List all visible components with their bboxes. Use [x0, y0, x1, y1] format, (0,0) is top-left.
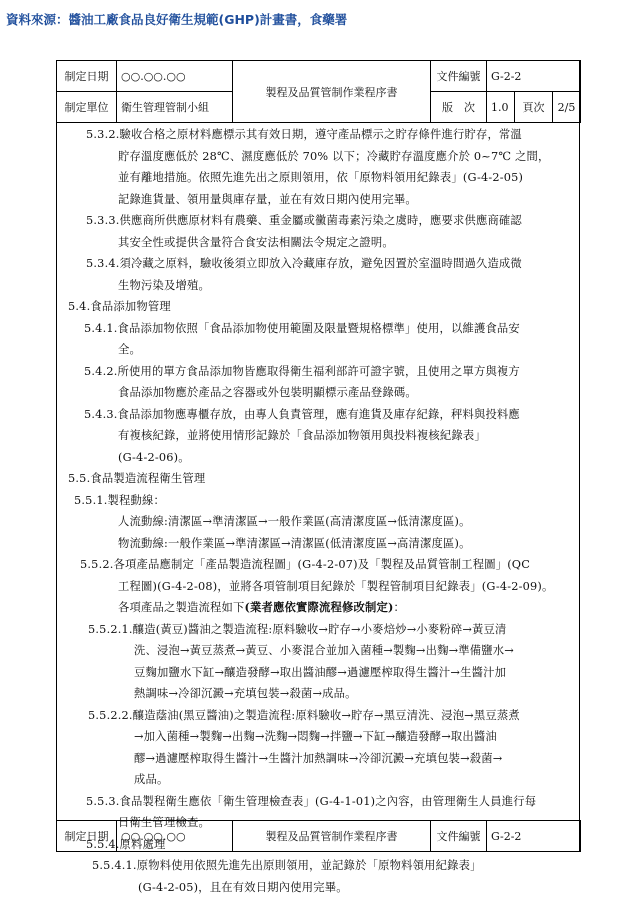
doc-title: 製程及品質管制作業程序書	[233, 61, 431, 123]
version-label: 版 次	[431, 92, 487, 123]
body-line-text: 工程圖)(G-4-2-08)，並將各項管制項目紀錄於「製程管制項目紀錄表」(G-4-2-09)。	[118, 579, 554, 593]
body-line-emphasis: (業者應依實際流程修改制定)	[244, 600, 394, 614]
body-line-text: (G-4-2-06)。	[118, 450, 190, 464]
body-line	[58, 662, 576, 684]
body-line	[58, 210, 576, 232]
body-line	[58, 576, 576, 598]
body-line-text: 記錄進貨量、領用量與庫存量，並在有效日期內使用完畢。	[118, 192, 417, 206]
body-line	[58, 275, 576, 297]
body-line-text: 食品添加物應於產品之容器或外包裝明顯標示產品登錄碼。	[118, 386, 417, 399]
body-line	[58, 855, 576, 877]
body-line	[58, 253, 576, 275]
body-line-text: 5.5.3.食品製程衛生應依「衛生管理檢查表」(G-4-1-01)之內容，由管理衛生人員進行每	[86, 794, 537, 808]
footer-doc-no-value: G-2-2	[487, 821, 581, 852]
body-line	[58, 619, 576, 641]
body-line-text: 5.5.2.2.釀造蔭油(黑豆醬油)之製造流程:原料驗收→貯存→黑豆清洗、浸泡→黑豆蒸煮	[88, 708, 520, 722]
body-line-text: 日衛生管理檢查。	[118, 816, 210, 829]
body-line-text: 各項產品之製造流程如下	[118, 601, 245, 614]
body-line-text: (G-4-2-05)，且在有效日期內使用完畢。	[138, 880, 348, 894]
body-line	[58, 748, 576, 770]
body-line	[58, 533, 576, 555]
body-line	[58, 167, 576, 189]
body-line	[58, 124, 576, 146]
body-line-text: 5.3.2.驗收合格之原材料應標示其有效日期，遵守產品標示之貯存條件進行貯存，常溫	[86, 128, 522, 141]
body-line-text: 5.4.3.食品添加物應專櫃存放，由專人負責管理，應有進貨及庫存紀錄，秤料與投料應	[84, 407, 520, 421]
body-line-text: 5.3.4.須冷藏之原料，驗收後須立即放入冷藏庫存放，避免因置於室溫時間過久造成微	[86, 257, 522, 270]
body-line	[58, 318, 576, 340]
body-line	[58, 447, 576, 469]
body-line-text: 全。	[118, 343, 141, 356]
body-line-text: 貯存溫度應低於 28℃、濕度應低於 70% 以下；冷藏貯存溫度應介於 0~7℃ 之間，	[118, 149, 550, 163]
body-line	[58, 490, 576, 512]
body-line-text: 5.5.食品製造流程衛生管理	[68, 472, 206, 485]
body-line	[58, 468, 576, 490]
date-label: 制定日期	[57, 61, 117, 92]
source-caption: 資料來源：醬油工廠食品良好衛生規範(GHP)計畫書，食藥署	[6, 12, 348, 27]
body-line-text: 成品。	[134, 773, 169, 786]
page-value: 2/5	[553, 92, 581, 123]
footer-doc-title: 製程及品質管制作業程序書	[233, 821, 431, 852]
body-line-text: 5.5.4.1.原物料使用依照先進先出原則領用，並記錄於「原物料領用紀錄表」	[92, 859, 482, 872]
body-line	[58, 726, 576, 748]
footer-date-label: 制定日期	[57, 821, 117, 852]
body-line-text: 物流動線:一般作業區→準清潔區→清潔區(低清潔度區→高清潔度區)。	[118, 536, 471, 550]
body-line	[58, 640, 576, 662]
body-line-text: 5.5.1.製程動線：	[74, 493, 166, 507]
body-line-text: 5.4.食品添加物管理	[68, 300, 171, 313]
body-line-text: 人流動線:清潔區→準清潔區→一般作業區(高清潔度區→低清潔度區)。	[118, 515, 471, 528]
body-line	[58, 232, 576, 254]
body-line	[58, 382, 576, 404]
body-line	[58, 425, 576, 447]
unit-value: 衛生管理管制小組	[117, 92, 233, 123]
body-line-text: 洗、浸泡→黃豆蒸煮→黃豆、小麥混合並加入菌種→製麴→出麴→準備鹽水→	[134, 644, 514, 657]
body-line-suffix: ：	[393, 601, 406, 614]
body-line	[58, 511, 576, 533]
doc-no-label: 文件編號	[431, 61, 487, 92]
body-line-text: 有複核紀錄，並將使用情形記錄於「食品添加物領用與投料複核紀錄表」	[118, 429, 486, 442]
body-line-text: 生物污染及增殖。	[118, 278, 210, 292]
body-line	[58, 554, 576, 576]
footer-doc-no-label: 文件編號	[431, 821, 487, 852]
body-line-text: 5.5.4.原料處理	[86, 837, 166, 851]
body-line-text: 其安全性或提供含量符合食安法相關法令規定之證明。	[118, 235, 394, 249]
body-line	[58, 296, 576, 318]
body-line	[58, 877, 576, 899]
body-line-text: 5.3.3.供應商所供應原材料有農藥、重金屬或黴菌毒素污染之虞時，應要求供應商確認	[86, 214, 522, 227]
body-line	[58, 683, 576, 705]
body-line	[58, 769, 576, 791]
body-line	[58, 597, 576, 619]
version-value: 1.0	[487, 92, 515, 123]
page-label: 頁次	[515, 92, 553, 123]
footer-date-value: ○○.○○.○○	[117, 821, 233, 852]
unit-label: 制定單位	[57, 92, 117, 123]
body-line-text: 5.5.2.各項產品應制定「產品製造流程圖」(G-4-2-07)及「製程及品質管制工程圖」(QC	[80, 558, 531, 571]
body-line	[58, 189, 576, 211]
body-line	[58, 361, 576, 383]
footer-table	[56, 820, 581, 852]
date-value: ○○.○○.○○	[117, 61, 233, 92]
body-line-text: 5.4.1.食品添加物依照「食品添加物使用範圍及限量暨規格標準」使用，以維護食品安	[84, 321, 520, 335]
body-line-text: 豆麴加鹽水下缸→釀造發酵→取出醬油醪→過濾壓榨取得生醬汁→生醬汁加	[134, 665, 507, 679]
body-line-text: 醪→過濾壓榨取得生醬汁→生醬汁加熱調味→冷卻沉澱→充填包裝→殺菌→	[134, 751, 503, 765]
body-line	[58, 791, 576, 813]
body-line	[58, 404, 576, 426]
body-line-text: 5.5.2.1.釀造(黃豆)醬油之製造流程:原料驗收→貯存→小麥焙炒→小麥粉碎→黃豆清	[88, 622, 507, 636]
header-table	[56, 60, 581, 123]
body-line-text: 並有離地措施。依照先進先出之原則領用，依「原物料領用紀錄表」(G-4-2-05)	[118, 171, 524, 184]
body-line	[58, 146, 576, 168]
body-line-text: →加入菌種→製麴→出麴→洗麴→悶麴→拌鹽→下缸→釀造發酵→取出醬油	[134, 730, 497, 743]
doc-no-value: G-2-2	[487, 61, 581, 92]
body-line-text: 熱調味→冷卻沉澱→充填包裝→殺菌→成品。	[134, 687, 357, 700]
body-line	[58, 705, 576, 727]
body-line	[58, 339, 576, 361]
body-line-text: 5.4.2.所使用的單方食品添加物皆應取得衛生福利部許可證字號，且使用之單方與複方	[84, 364, 520, 378]
document-body	[58, 124, 576, 898]
